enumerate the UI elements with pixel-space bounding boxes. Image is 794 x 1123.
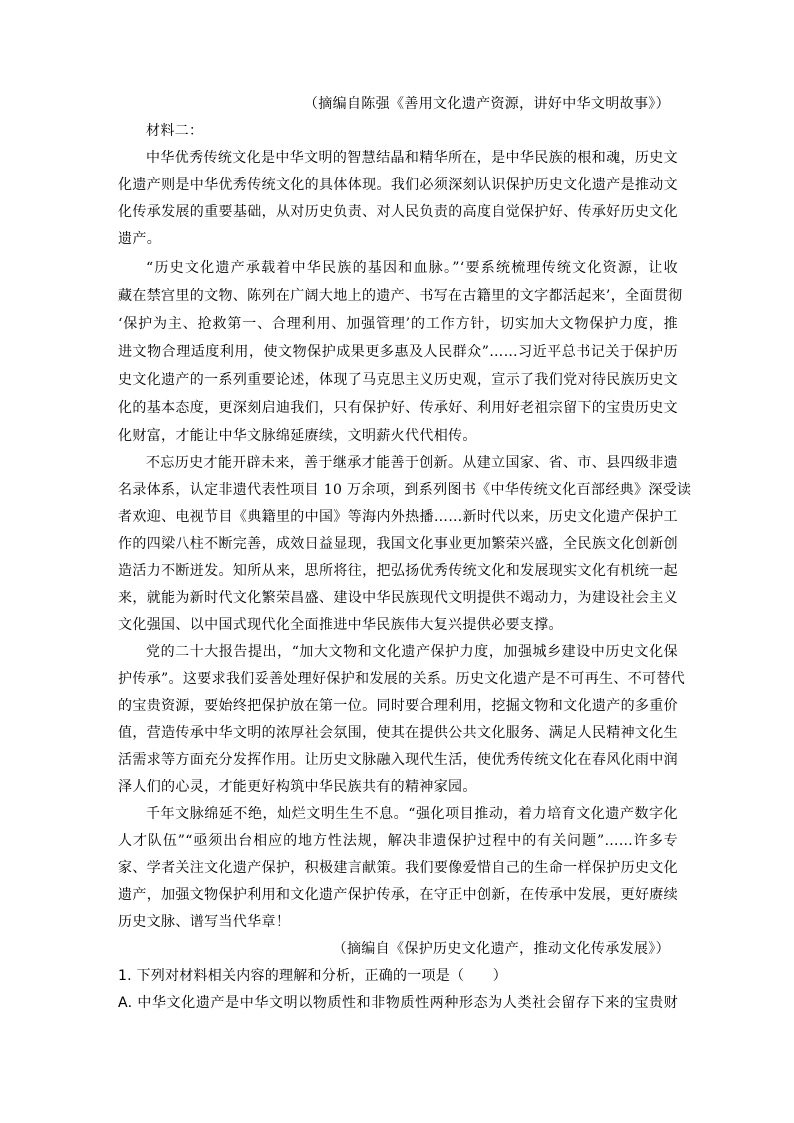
paragraph-line: 作的四梁八柱不断完善，成效日益显现，我国文化事业更加繁荣兴盛，全民族文化创新创 [118,536,678,552]
paragraph-line: “历史文化遗产承载着中华民族的基因和血脉。”‘要系统梳理传统文化资源，让收 [146,260,678,276]
question-1-stem: 1. 下列对材料相关内容的理解和分析，正确的一项是（ ） [118,968,508,984]
paragraph-line: 来，就能为新时代文化繁荣昌盛、建设中华民族现代文明提供不竭动力，为建设社会主义 [118,590,678,606]
paragraph-line: 造活力不断迸发。知所从来，思所将往，把弘扬优秀传统文化和发展现实文化有机统一起 [118,563,678,579]
paragraph-line: 不忘历史才能开辟未来，善于继承才能善于创新。从建立国家、省、市、县四级非遗 [146,455,678,471]
paragraph-line: 者欢迎、电视节目《典籍里的中国》等海内外热播……新时代以来，历史文化遗产保护工 [118,509,678,525]
paragraph-line: 名录体系，认定非遗代表性项目 10 万余项，到系列图书《中华传统文化百部经典》深受读 [118,482,692,498]
source-citation-1: （摘编自陈强《善用文化遗产资源，讲好中华文明故事》） [303,96,670,112]
paragraph-line: 化遗产则是中华优秀传统文化的具体体现。我们必须深刻认识保护历史文化遗产是推动文 [118,177,678,193]
material-2-heading: 材料二： [146,123,204,139]
paragraph-line: 泽人们的心灵，才能更好构筑中华民族共有的精神家园。 [118,779,477,795]
paragraph-line: 家、学者关注文化遗产保护，积极建言献策。我们要像爱惜自己的生命一样保护历史文化 [118,860,678,876]
paragraph-line: 人才队伍”“亟须出台相应的地方性法规，解决非遗保护过程中的有关问题”……许多专 [118,833,678,849]
question-1-option-a: A. 中华文化遗产是中华文明以物质性和非物质性两种形态为人类社会留存下来的宝贵财 [118,995,678,1011]
paragraph-line: 值，营造传承中华文明的浓厚社会氛围，使其在提供公共文化服务、满足人民精神文化生 [118,725,678,741]
paragraph-line: 史文化遗产的一系列重要论述，体现了马克思主义历史观，宣示了我们党对待民族历史文 [118,372,678,388]
paragraph-line: 文化强国、以中国式现代化全面推进中华民族伟大复兴提供必要支撑。 [118,617,563,633]
paragraph-line: 化的基本态度，更深刻启迪我们，只有保护好、传承好、利用好老祖宗留下的宝贵历史文 [118,400,678,416]
paragraph-line: 遗产。 [118,231,162,247]
paragraph-line: 历史文脉、谱写当代华章！ [118,914,291,930]
source-citation-2: （摘编自《保护历史文化遗产，推动文化传承发展》） [332,941,670,957]
paragraph-line: 藏在禁宫里的文物、陈列在广阔大地上的遗产、书写在古籍里的文字都活起来’，全面贯彻 [118,288,683,304]
paragraph-line: 遗产，加强文物保护利用和文化遗产保护传承，在守正中创新，在传承中发展，更好赓续 [118,887,678,903]
paragraph-line: 进文物合理适度利用，使文物保护成果更多惠及人民群众”……习近平总书记关于保护历 [118,344,678,360]
paragraph-line: 化财富，才能让中华文脉绵延赓续，文明薪火代代相传。 [118,428,477,444]
paragraph-line: 千年文脉绵延不绝，灿烂文明生生不息。“强化项目推动，着力培育文化遗产数字化 [146,806,678,822]
paragraph-line: 党的二十大报告提出，“加大文物和文化遗产保护力度，加强城乡建设中历史文化保 [146,644,678,660]
paragraph-line: 的宝贵资源，要始终把保护放在第一位。同时要合理利用，挖掘文物和文化遗产的多重价 [118,698,678,714]
paragraph-line: ‘保护为主、抢救第一、合理利用、加强管理’的工作方针，切实加大文物保护力度，推 [118,316,678,332]
paragraph-line: 活需求等方面充分发挥作用。让历史文脉融入现代生活，使优秀传统文化在春风化雨中润 [118,752,678,768]
paragraph-line: 护传承”。这要求我们妥善处理好保护和发展的关系。历史文化遗产是不可再生、不可替代 [118,671,686,687]
paragraph-line: 中华优秀传统文化是中华文明的智慧结晶和精华所在，是中华民族的根和魂，历史文 [146,150,678,166]
paragraph-line: 化传承发展的重要基础，从对历史负责、对人民负责的高度自觉保护好、传承好历史文化 [118,204,678,220]
